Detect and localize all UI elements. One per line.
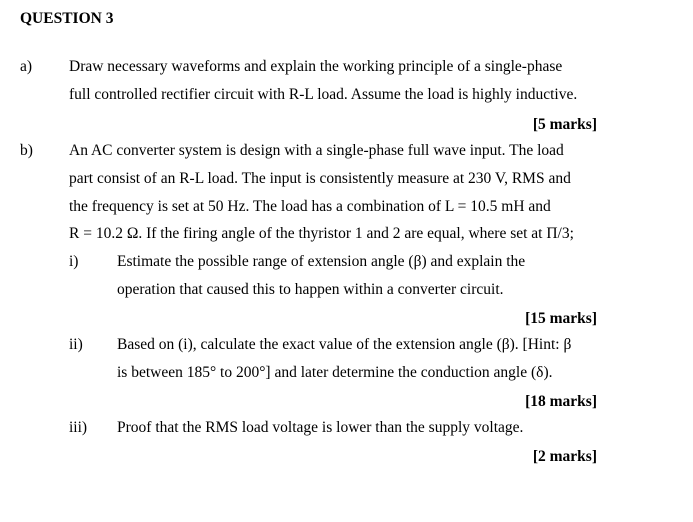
sub-iii-marks: [2 marks] [532, 448, 597, 465]
question-title: QUESTION 3 [20, 10, 114, 27]
part-b-line-3: the frequency is set at 50 Hz. The load has a combination of L = 10.5 mH and [69, 198, 551, 215]
part-b-line-2: part consist of an R-L load. The input is consistently measure at 230 V, RMS and [69, 170, 571, 187]
sub-iii-label: iii) [69, 419, 88, 436]
sub-i-label: i) [69, 253, 79, 270]
part-b-line-1: An AC converter system is design with a single-phase full wave input. The load [69, 142, 564, 159]
sub-ii-line-2: is between 185° to 200°] and later determine the conduction angle (δ). [117, 364, 553, 381]
sub-i-line-1: Estimate the possible range of extension angle (β) and explain the [117, 253, 526, 270]
part-a-marks: [5 marks] [532, 116, 597, 133]
sub-ii-label: ii) [69, 336, 83, 353]
part-a-line-1: Draw necessary waveforms and explain the working principle of a single-phase [69, 58, 563, 75]
sub-ii-marks: [18 marks] [525, 393, 597, 410]
part-a-label: a) [20, 58, 33, 75]
part-a-line-2: full controlled rectifier circuit with R-L load. Assume the load is highly inductive. [69, 86, 578, 103]
part-b-line-4: R = 10.2 Ω. If the firing angle of the thyristor 1 and 2 are equal, where set at Π/3; [69, 225, 574, 242]
sub-iii-line-1: Proof that the RMS load voltage is lower than the supply voltage. [117, 419, 524, 436]
part-b-label: b) [20, 142, 33, 159]
sub-i-line-2: operation that caused this to happen within a converter circuit. [117, 281, 504, 298]
sub-ii-line-1: Based on (i), calculate the exact value of the extension angle (β). [Hint: β [117, 336, 572, 353]
sub-i-marks: [15 marks] [525, 310, 597, 327]
